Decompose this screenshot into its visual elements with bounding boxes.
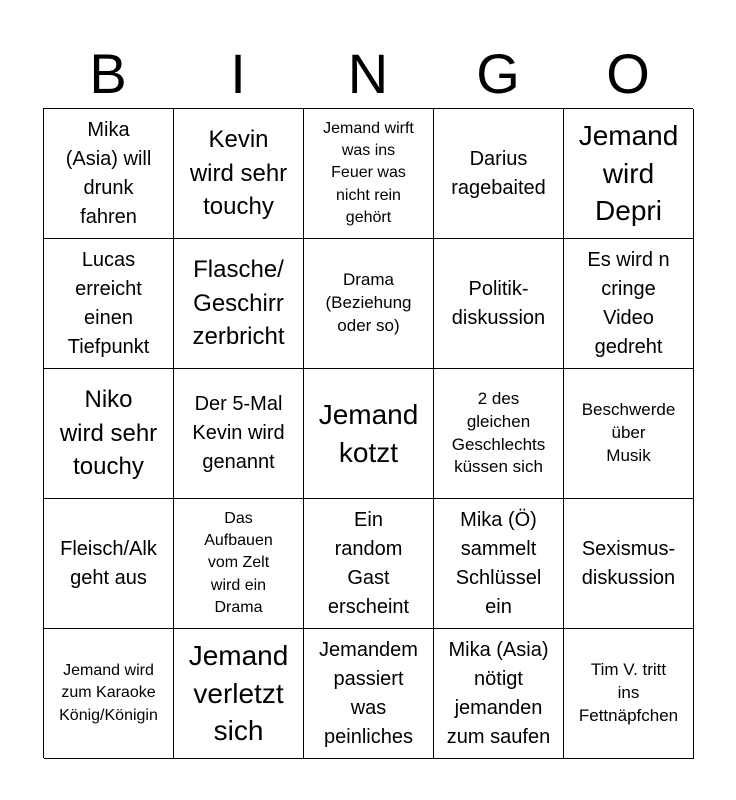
- bingo-cell[interactable]: Mika (Asia) will drunk fahren: [44, 109, 174, 239]
- bingo-cell[interactable]: Niko wird sehr touchy: [44, 369, 174, 499]
- bingo-cell[interactable]: Jemandem passiert was peinliches: [304, 629, 434, 759]
- bingo-cell[interactable]: Lucas erreicht einen Tiefpunkt: [44, 239, 174, 369]
- bingo-cell[interactable]: Kevin wird sehr touchy: [174, 109, 304, 239]
- bingo-cell[interactable]: Ein random Gast erscheint: [304, 499, 434, 629]
- bingo-board: [43, 108, 693, 758]
- header-letter-o: O: [606, 42, 650, 105]
- header-letter-b: B: [89, 42, 127, 105]
- bingo-cell[interactable]: Mika (Ö) sammelt Schlüssel ein: [434, 499, 564, 629]
- bingo-cell[interactable]: Der 5-Mal Kevin wird genannt: [174, 369, 304, 499]
- bingo-cell[interactable]: Jemand wirft was ins Feuer was nicht rein gehört: [304, 109, 434, 239]
- bingo-cell[interactable]: Sexismus- diskussion: [564, 499, 694, 629]
- bingo-cell[interactable]: Politik- diskussion: [434, 239, 564, 369]
- bingo-cell[interactable]: Tim V. tritt ins Fettnäpfchen: [564, 629, 694, 759]
- bingo-cell[interactable]: Jemand verletzt sich: [174, 629, 304, 759]
- bingo-cell[interactable]: Darius ragebaited: [434, 109, 564, 239]
- bingo-cell[interactable]: Das Aufbauen vom Zelt wird ein Drama: [174, 499, 304, 629]
- bingo-header: [43, 40, 693, 108]
- bingo-cell[interactable]: Jemand kotzt: [304, 369, 434, 499]
- bingo-cell[interactable]: Jemand wird Depri: [564, 109, 694, 239]
- bingo-cell[interactable]: Flasche/ Geschirr zerbricht: [174, 239, 304, 369]
- header-letter-i: I: [230, 42, 246, 105]
- header-letter-n: N: [347, 42, 389, 105]
- bingo-cell[interactable]: 2 des gleichen Geschlechts küssen sich: [434, 369, 564, 499]
- bingo-cell[interactable]: Mika (Asia) nötigt jemanden zum saufen: [434, 629, 564, 759]
- bingo-cell[interactable]: Drama (Beziehung oder so): [304, 239, 434, 369]
- bingo-cell[interactable]: Fleisch/Alk geht aus: [44, 499, 174, 629]
- bingo-cell[interactable]: Beschwerde über Musik: [564, 369, 694, 499]
- header-letter-g: G: [476, 42, 520, 105]
- bingo-cell[interactable]: Jemand wird zum Karaoke König/Königin: [44, 629, 174, 759]
- bingo-cell[interactable]: Es wird n cringe Video gedreht: [564, 239, 694, 369]
